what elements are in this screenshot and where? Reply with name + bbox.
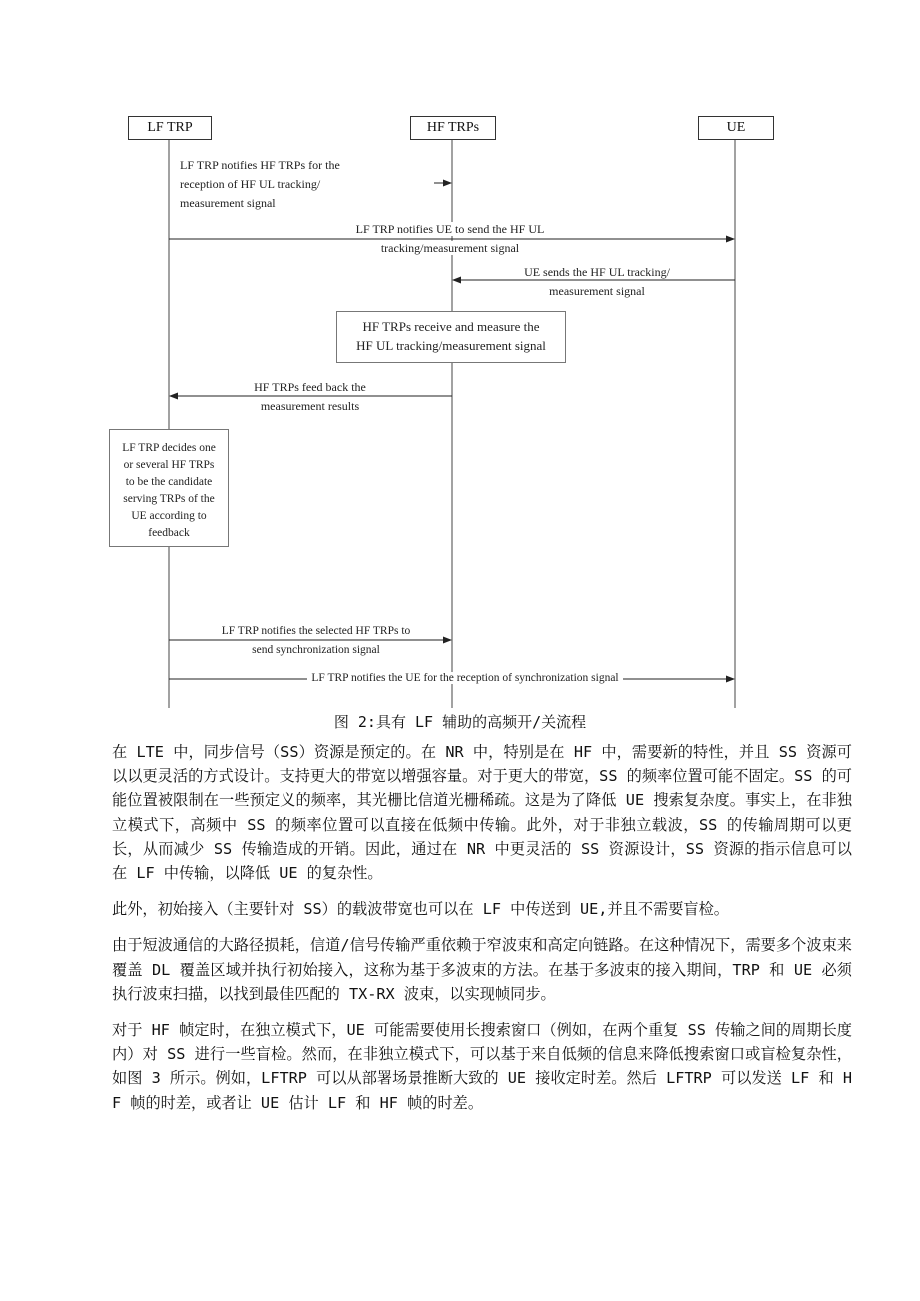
process-lf-line-2: or several HF TRPs [123, 459, 215, 471]
process-lf-line-3: to be the candidate [125, 476, 213, 488]
paragraph-4: 对于 HF 帧定时，在独立模式下，UE 可能需要使用长搜索窗口（例如，在两个重复 SS 传输之间的周期长度内）对 SS 进行一些盲检。然而，在非独立模式下，可以基于来自低频的信息来降低搜索窗口或盲检复杂性，如图 3 所示。例如，LFTRP 可以从部署场景推断大致的 UE 接收定时差。然后 LFTRP 可以发送 LF 和 HF 帧的时差，或者让 UE 估计 LF 和 HF 帧的时差。 [112, 1021, 852, 1112]
lifeline-header-lf: LF TRP [128, 116, 212, 140]
lifeline-header-ue: UE [698, 116, 774, 140]
process-hf-line-2: HF UL tracking/measurement signal [356, 338, 546, 353]
message-6-line-1: LF TRP notifies the UE for the reception of synchronization signal [307, 672, 622, 684]
process-lf-line-4: serving TRPs of the [123, 493, 215, 505]
message-3-line-2: measurement signal [545, 284, 649, 298]
process-lf-line-5: UE according to [131, 510, 207, 522]
message-5-label [186, 622, 446, 660]
message-3-label [490, 263, 704, 301]
message-4-line-2: measurement results [257, 399, 363, 413]
paragraph-2: 此外，初始接入（主要针对 SS）的载波带宽也可以在 LF 中传送到 UE,并且不需要盲检。 [112, 900, 729, 919]
figure-caption: 图 2:具有 LF 辅助的高频开/关流程 [333, 713, 587, 731]
message-4-line-1: HF TRPs feed back the [250, 380, 370, 394]
process-lf-decide [109, 429, 229, 547]
body-text [112, 740, 852, 1127]
message-5-line-1: LF TRP notifies the selected HF TRPs to [218, 625, 415, 637]
paragraph-1: 在 LTE 中，同步信号（SS）资源是预定的。在 NR 中，特别是在 HF 中，需要新的特性，并且 SS 资源可以以更灵活的方式设计。支持更大的带宽以增强容量。对于更大的带宽，SS 的频率位置可能不固定。SS 的可能位置被限制在一些预定义的频率，其光栅比信道光栅稀疏。这是为了降低 UE 搜索复杂度。事实上，在非独立模式下，高频中 SS 的频率位置可以直接在低频中传输。此外，对于非独立载波，SS 的传输周期可以更长，从而减少 SS 传输造成的开销。因此，通过在 NR 中更灵活的 SS 资源设计，SS 资源的指示信息可以在 LF 中传输，以降低 UE 的复杂性。 [112, 743, 852, 883]
process-hf-line-1: HF TRPs receive and measure the [362, 319, 540, 334]
message-2-line-2: tracking/measurement signal [377, 241, 523, 255]
message-5-line-2: send synchronization signal [248, 644, 384, 656]
message-1-line-3: measurement signal [180, 196, 276, 210]
message-3-line-1: UE sends the HF UL tracking/ [520, 265, 674, 279]
message-4-label [200, 378, 420, 416]
message-1-label [180, 156, 420, 213]
message-1-line-2: reception of HF UL tracking/ [180, 177, 321, 191]
message-2-line-1: LF TRP notifies UE to send the HF UL [352, 222, 549, 236]
message-1-line-1: LF TRP notifies HF TRPs for the [180, 158, 340, 172]
message-2-label [280, 220, 620, 258]
paragraph-3: 由于短波通信的大路径损耗，信道/信号传输严重依赖于窄波束和高定向链路。在这种情况下，需要多个波束来覆盖 DL 覆盖区域并执行初始接入，这称为基于多波束的方法。在基于多波束的接入期间，TRP 和 UE 必须执行波束扫描，以找到最佳匹配的 TX-RX 波束，以实现帧同步。 [112, 936, 852, 1003]
process-lf-line-1: LF TRP decides one [122, 442, 216, 454]
message-6-label [230, 669, 700, 688]
process-lf-line-6: feedback [148, 527, 190, 539]
process-hf-measure [336, 311, 566, 363]
lifeline-header-hf: HF TRPs [410, 116, 496, 140]
